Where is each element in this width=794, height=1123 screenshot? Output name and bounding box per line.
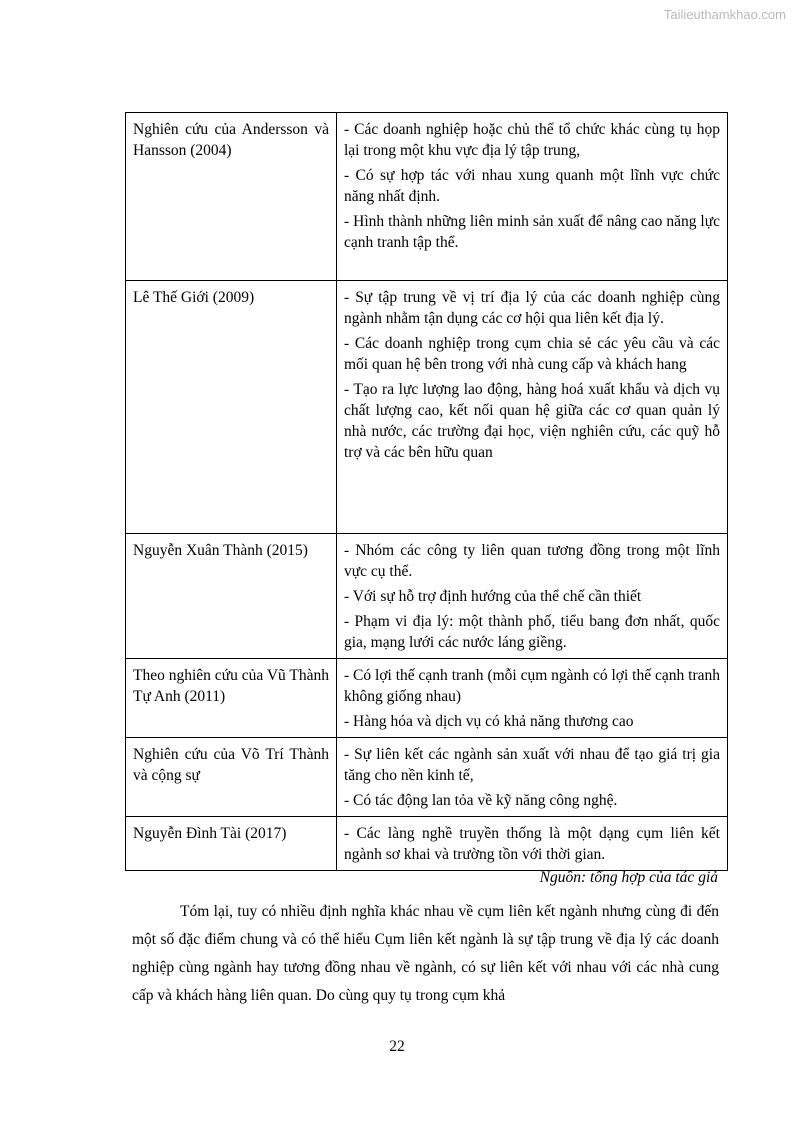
bullet-point: - Phạm vi địa lý: một thành phố, tiểu bang đơn nhất, quốc gia, mạng lưới các nước láng giềng. bbox=[344, 613, 720, 651]
bullet-point: - Các doanh nghiệp trong cụm chia sẻ các yêu cầu và các mối quan hệ bên trong với nhà cung cấp và khách hang bbox=[344, 335, 720, 373]
author-cell: Lê Thế Giới (2009) bbox=[126, 281, 337, 534]
bullet-point: - Với sự hỗ trợ định hướng của thể chế cần thiết bbox=[344, 588, 642, 605]
table-row bbox=[126, 534, 728, 659]
bullet-point: - Có lợi thế cạnh tranh (mỗi cụm ngành có lợi thế cạnh tranh không giống nhau) bbox=[344, 667, 720, 705]
source-note: Nguồn: tổng hợp của tác giả bbox=[539, 869, 718, 886]
author-cell: Nguyễn Đình Tài (2017) bbox=[126, 817, 337, 871]
bullet-point: - Sự liên kết các ngành sản xuất với nhau để tạo giá trị gia tăng cho nền kinh tế, bbox=[344, 746, 720, 784]
page-number: 22 bbox=[389, 1038, 405, 1055]
watermark: Tailieuthamkhao.com bbox=[663, 7, 786, 22]
points-cell bbox=[337, 113, 728, 281]
bullet-point: - Các làng nghề truyền thống là một dạng cụm liên kết ngành sơ khai và trường tồn với thời gian. bbox=[344, 825, 720, 863]
author-cell: Nghiên cứu của Võ Trí Thành và cộng sự bbox=[126, 738, 337, 817]
table-row bbox=[126, 659, 728, 738]
points-cell bbox=[337, 659, 728, 738]
author-cell: Nguyễn Xuân Thành (2015) bbox=[126, 534, 337, 659]
author-cell: Theo nghiên cứu của Vũ Thành Tự Anh (2011) bbox=[126, 659, 337, 738]
definitions-table bbox=[125, 112, 728, 871]
table-row bbox=[126, 738, 728, 817]
bullet-point: - Các doanh nghiệp hoặc chủ thể tổ chức khác cùng tụ họp lại trong một khu vực địa lý tập trung, bbox=[344, 121, 720, 159]
table-row bbox=[126, 113, 728, 281]
table-row bbox=[126, 817, 728, 871]
bullet-point: - Có tác động lan tỏa về kỹ năng công nghệ. bbox=[344, 792, 618, 809]
bullet-point: - Hàng hóa và dịch vụ có khả năng thương cao bbox=[344, 713, 634, 730]
points-cell bbox=[337, 817, 728, 871]
bullet-point: - Hình thành những liên minh sản xuất để nâng cao năng lực cạnh tranh tập thể. bbox=[344, 213, 720, 251]
points-cell bbox=[337, 281, 728, 534]
points-cell bbox=[337, 534, 728, 659]
author-cell: Nghiên cứu của Andersson và Hansson (2004) bbox=[126, 113, 337, 281]
bullet-point: - Sự tập trung về vị trí địa lý của các doanh nghiệp cùng ngành nhằm tận dụng các cơ hội qua liên kết địa lý. bbox=[344, 289, 720, 327]
points-cell bbox=[337, 738, 728, 817]
bullet-point: - Tạo ra lực lượng lao động, hàng hoá xuất khẩu và dịch vụ chất lượng cao, kết nối quan hệ giữa các cơ quan quản lý nhà nước, các trường đại học, viện nghiên cứu, các quỹ hỗ trợ và các bên hữu quan bbox=[344, 381, 720, 461]
body-paragraph: Tóm lại, tuy có nhiều định nghĩa khác nhau về cụm liên kết ngành nhưng cùng đi đến một số đặc điểm chung và có thể hiểu Cụm liên kết ngành là sự tập trung về địa lý các doanh nghiệp cùng ngành hay tương đồng nhau về ngành, có sự liên kết với nhau với các nhà cung cấp và khách hàng liên quan. Do cùng quy tụ trong cụm khả bbox=[132, 903, 719, 1004]
table-row bbox=[126, 281, 728, 534]
bullet-point: - Có sự hợp tác với nhau xung quanh một lĩnh vực chức năng nhất định. bbox=[344, 167, 720, 205]
bullet-point: - Nhóm các công ty liên quan tương đồng trong một lĩnh vực cụ thể. bbox=[344, 542, 720, 580]
